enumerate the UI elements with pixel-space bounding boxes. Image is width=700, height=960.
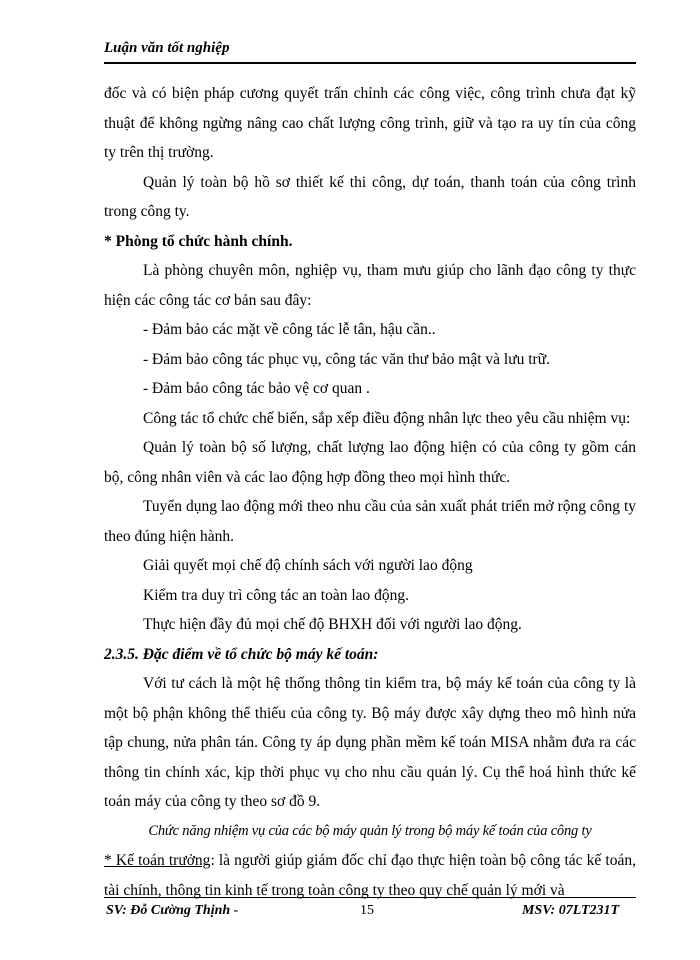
footer-student-id: MSV: 07LT231T: [522, 903, 620, 918]
paragraph-continuation: đốc và có biện pháp cương quyết trấn chỉnh các công việc, công trình chưa đạt kỹ thuật để không ngừng nâng cao chất lượng công trình, giữ và tạo ra uy tín của công ty trên thị trường.: [104, 85, 636, 161]
role-description: : là người giúp giám đốc chỉ đạo thực hiện toàn bộ công tác kế toán, tài chính, thông tin kinh tế trong toàn công ty theo quy chế quản lý mới và: [104, 852, 636, 899]
list-item: - Đảm bảo các mặt về công tác lễ tân, hậu cần..: [143, 321, 436, 338]
paragraph: Là phòng chuyên môn, nghiệp vụ, tham mưu giúp cho lãnh đạo công ty thực hiện các công tác cơ bản sau đây:: [104, 262, 636, 309]
role-label: * Kế toán trưởng: [104, 852, 211, 869]
page-number: 15: [360, 903, 374, 918]
document-body: [104, 79, 636, 905]
subsection-heading: 2.3.5. Đặc điểm về tổ chức bộ máy kế toán:: [104, 645, 379, 663]
footer-rule: [104, 897, 636, 898]
footer-student-name: SV: Đỗ Cường Thịnh -: [106, 903, 239, 918]
running-header: Luận văn tốt nghiệp: [104, 40, 230, 56]
paragraph: Tuyển dụng lao động mới theo nhu cầu của sản xuất phát triển mở rộng công ty theo đúng hiện hành.: [104, 498, 636, 545]
paragraph: Thực hiện đầy đủ mọi chế độ BHXH đối với người lao động.: [143, 616, 522, 633]
figure-caption: Chức năng nhiệm vụ của các bộ máy quản lý trong bộ máy kế toán của công ty: [148, 822, 592, 839]
header-rule: [104, 62, 636, 64]
paragraph: Công tác tổ chức chế biến, sắp xếp điều động nhân lực theo yêu cầu nhiệm vụ:: [143, 409, 631, 427]
list-item: - Đảm bảo công tác phục vụ, công tác văn thư bảo mật và lưu trữ.: [143, 350, 550, 368]
paragraph: Quản lý toàn bộ số lượng, chất lượng lao động hiện có của công ty gồm cán bộ, công nhân viên và các lao động hợp đồng theo mọi hình thức.: [104, 439, 636, 486]
paragraph: Giải quyết mọi chế độ chính sách với người lao động: [143, 557, 473, 574]
section-heading: * Phòng tổ chức hành chính.: [104, 232, 293, 250]
paragraph: Quản lý toàn bộ hồ sơ thiết kế thi công, dự toán, thanh toán của công trình trong công ty.: [104, 173, 636, 220]
paragraph: Kiểm tra duy trì công tác an toàn lao động.: [143, 586, 410, 604]
list-item: - Đảm bảo công tác bảo vệ cơ quan .: [143, 380, 370, 397]
paragraph: Với tư cách là một hệ thống thông tin kiểm tra, bộ máy kế toán của công ty là một bộ phận không thể thiếu của công ty. Bộ máy được xây dựng theo mô hình nửa tập chung, nửa phân tán. Công ty áp dụng phần mềm kế toán MISA nhằm đưa ra các thông tin chính xác, kịp thời phục vụ cho nhu cầu quản lý. Cụ thể hoá hình thức kế toán máy của công ty theo sơ đồ 9.: [104, 675, 636, 810]
